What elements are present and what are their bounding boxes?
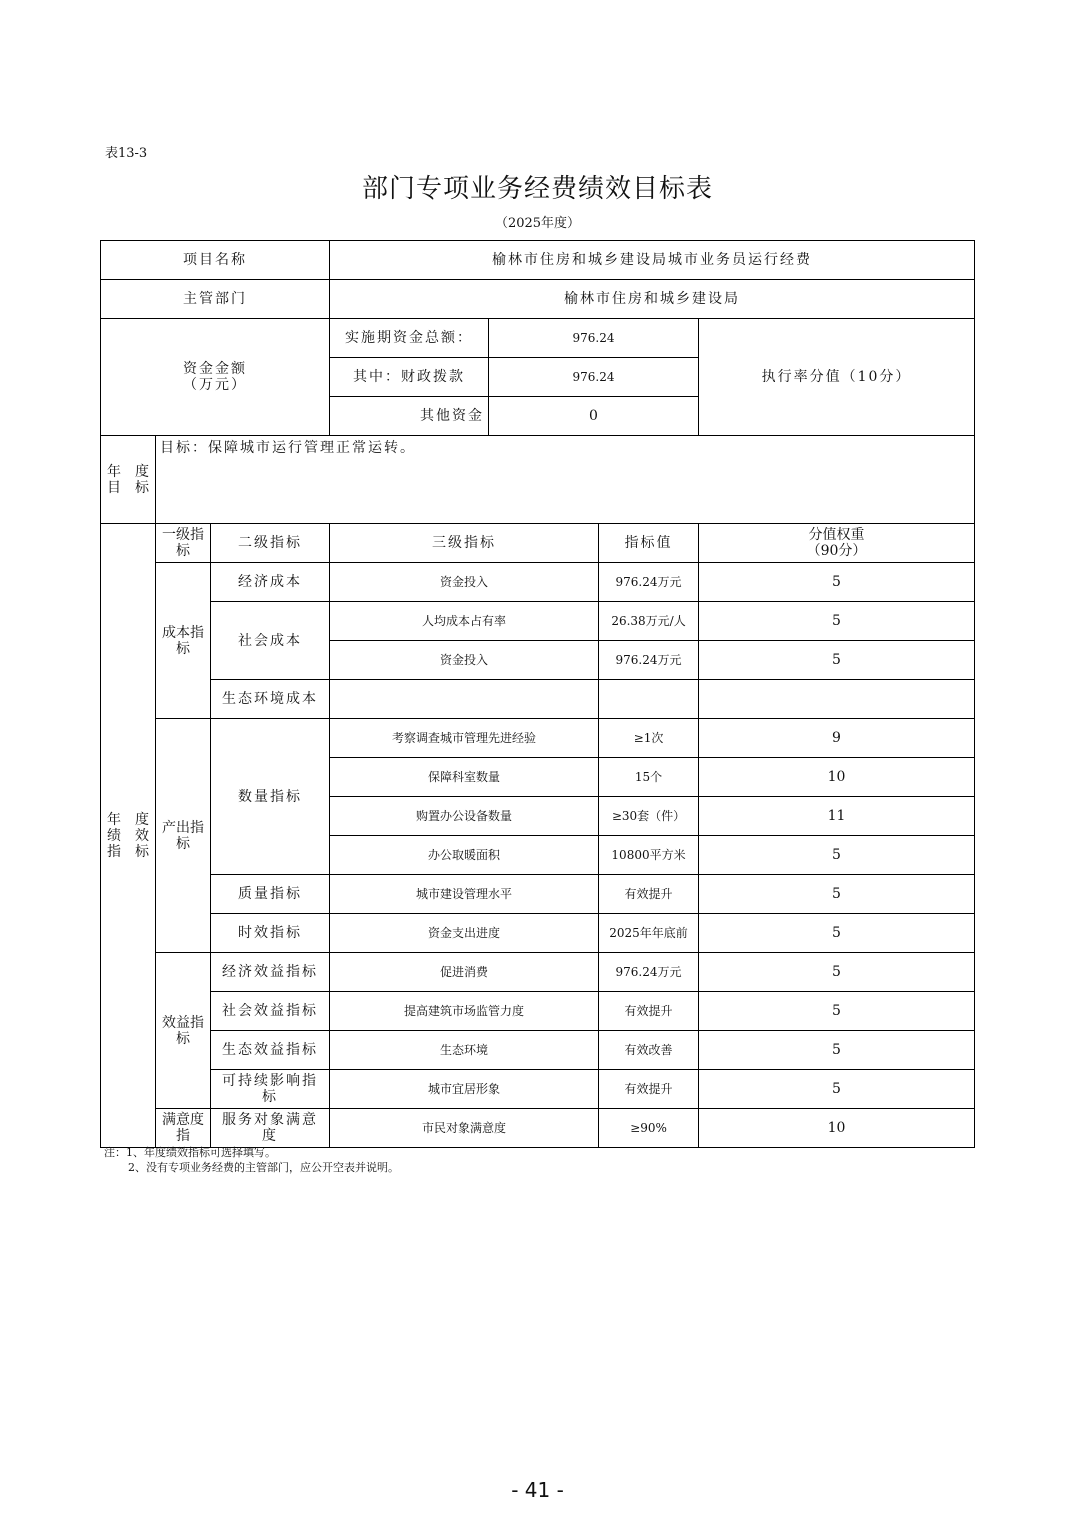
target-cell: 有效改善 <box>599 1031 699 1070</box>
level3-cell <box>330 680 599 719</box>
table-row <box>101 563 975 602</box>
level3-cell: 资金投入 <box>330 563 599 602</box>
footnotes <box>104 1145 399 1175</box>
level3-cell: 办公取暖面积 <box>330 836 599 875</box>
table-row <box>101 1109 975 1148</box>
weight-cell: 5 <box>699 953 975 992</box>
target-cell: 15个 <box>599 758 699 797</box>
weight-cell: 5 <box>699 1070 975 1109</box>
level3-cell: 城市宜居形象 <box>330 1070 599 1109</box>
table-row <box>101 680 975 719</box>
level3-cell: 市民对象满意度 <box>330 1109 599 1148</box>
level3-cell: 人均成本占有率 <box>330 602 599 641</box>
level3-header: 三级指标 <box>330 524 599 563</box>
weight-cell: 5 <box>699 1031 975 1070</box>
project-name-value: 榆林市住房和城乡建设局城市业务员运行经费 <box>330 241 975 280</box>
annual-indicators-label <box>101 524 156 1148</box>
level2-cell: 生态效益指标 <box>211 1031 330 1070</box>
table-row <box>101 875 975 914</box>
level2-cell: 经济成本 <box>211 563 330 602</box>
funds-label <box>101 319 330 436</box>
weight-cell: 5 <box>699 914 975 953</box>
weight-header <box>699 524 975 563</box>
annual-goal-text: 目标：保障城市运行管理正常运转。 <box>156 436 975 524</box>
weight-cell: 10 <box>699 758 975 797</box>
group-output: 产出指标 <box>156 719 211 953</box>
level3-cell: 购置办公设备数量 <box>330 797 599 836</box>
fiscal-year: （2025年度） <box>494 216 581 231</box>
level3-cell: 资金支出进度 <box>330 914 599 953</box>
level3-cell: 提高建筑市场监管力度 <box>330 992 599 1031</box>
level1-header: 一级指标 <box>156 524 211 563</box>
other-funds-value: 0 <box>489 397 699 436</box>
group-benefit: 效益指标 <box>156 953 211 1109</box>
fiscal-funds-label: 其中：财政拨款 <box>330 358 489 397</box>
annual-goal-label-a: 年 <box>107 463 121 480</box>
level3-cell: 城市建设管理水平 <box>330 875 599 914</box>
performance-target-table <box>100 240 975 1148</box>
fiscal-funds-value: 976.24 <box>489 358 699 397</box>
target-cell: 10800平方米 <box>599 836 699 875</box>
target-cell: 976.24万元 <box>599 563 699 602</box>
annual-goal-label-c: 目 <box>107 479 121 496</box>
weight-cell: 10 <box>699 1109 975 1148</box>
target-cell: 有效提升 <box>599 1070 699 1109</box>
level3-cell: 考察调查城市管理先进经验 <box>330 719 599 758</box>
level3-cell: 保障科室数量 <box>330 758 599 797</box>
department-value: 榆林市住房和城乡建设局 <box>330 280 975 319</box>
level2-cell: 时效指标 <box>211 914 330 953</box>
weight-cell: 5 <box>699 992 975 1031</box>
footnote-2: 2、没有专项业务经费的主管部门，应公开空表并说明。 <box>128 1161 399 1174</box>
table-row <box>101 1070 975 1109</box>
table-row <box>101 602 975 641</box>
target-cell: 976.24万元 <box>599 953 699 992</box>
level2-cell: 生态环境成本 <box>211 680 330 719</box>
table-row <box>101 953 975 992</box>
footnote-1: 注：1、年度绩效指标可选择填写。 <box>104 1146 276 1159</box>
target-cell: 有效提升 <box>599 992 699 1031</box>
project-name-label: 项目名称 <box>101 241 330 280</box>
annual-goal-label-d: 标 <box>135 479 149 496</box>
weight-cell: 9 <box>699 719 975 758</box>
weight-cell: 5 <box>699 602 975 641</box>
table-row <box>101 719 975 758</box>
side-label-e: 指 <box>107 843 121 860</box>
side-label-a: 年 <box>107 811 121 828</box>
funds-label-line1: 资金金额 <box>183 361 247 377</box>
target-cell: 976.24万元 <box>599 641 699 680</box>
table-row <box>101 914 975 953</box>
funds-label-line2: （万元） <box>183 377 247 393</box>
target-cell: ≥90% <box>599 1109 699 1148</box>
level2-header: 二级指标 <box>211 524 330 563</box>
weight-cell <box>699 680 975 719</box>
annual-goal-label-b: 度 <box>135 463 149 480</box>
weight-cell: 5 <box>699 641 975 680</box>
side-label-f: 标 <box>135 843 149 860</box>
page-number: - 41 - <box>511 1478 564 1502</box>
weight-cell: 5 <box>699 563 975 602</box>
execution-rate-label: 执行率分值（10分） <box>699 319 975 436</box>
target-cell <box>599 680 699 719</box>
level2-cell: 社会成本 <box>211 602 330 680</box>
target-cell: 有效提升 <box>599 875 699 914</box>
target-cell: ≥30套（件） <box>599 797 699 836</box>
table-row <box>101 992 975 1031</box>
side-label-b: 度 <box>135 811 149 828</box>
level3-cell: 促进消费 <box>330 953 599 992</box>
target-cell: 26.38万元/人 <box>599 602 699 641</box>
weight-cell: 5 <box>699 875 975 914</box>
level2-cell: 数量指标 <box>211 719 330 875</box>
level2-cell: 可持续影响指标 <box>211 1070 330 1109</box>
group-satisfaction: 满意度指 <box>156 1109 211 1148</box>
side-label-c: 绩 <box>107 827 121 844</box>
page-title: 部门专项业务经费绩效目标表 <box>361 174 713 204</box>
level3-cell: 资金投入 <box>330 641 599 680</box>
table-number: 表13-3 <box>105 146 148 161</box>
level2-cell: 服务对象满意度 <box>211 1109 330 1148</box>
target-cell: 2025年年底前 <box>599 914 699 953</box>
group-cost: 成本指标 <box>156 563 211 719</box>
department-label: 主管部门 <box>101 280 330 319</box>
total-funds-label: 实施期资金总额： <box>330 319 489 358</box>
annual-goal-label <box>101 436 156 524</box>
weight-cell: 11 <box>699 797 975 836</box>
level2-cell: 经济效益指标 <box>211 953 330 992</box>
level3-cell: 生态环境 <box>330 1031 599 1070</box>
side-label-d: 效 <box>135 827 149 844</box>
other-funds-label: 其他资金 <box>330 397 489 436</box>
weight-header-line1: 分值权重 <box>808 527 865 543</box>
total-funds-value: 976.24 <box>489 319 699 358</box>
target-cell: ≥1次 <box>599 719 699 758</box>
level2-cell: 社会效益指标 <box>211 992 330 1031</box>
target-header: 指标值 <box>599 524 699 563</box>
level2-cell: 质量指标 <box>211 875 330 914</box>
table-row <box>101 1031 975 1070</box>
weight-cell: 5 <box>699 836 975 875</box>
weight-header-line2: （90分） <box>806 543 867 559</box>
